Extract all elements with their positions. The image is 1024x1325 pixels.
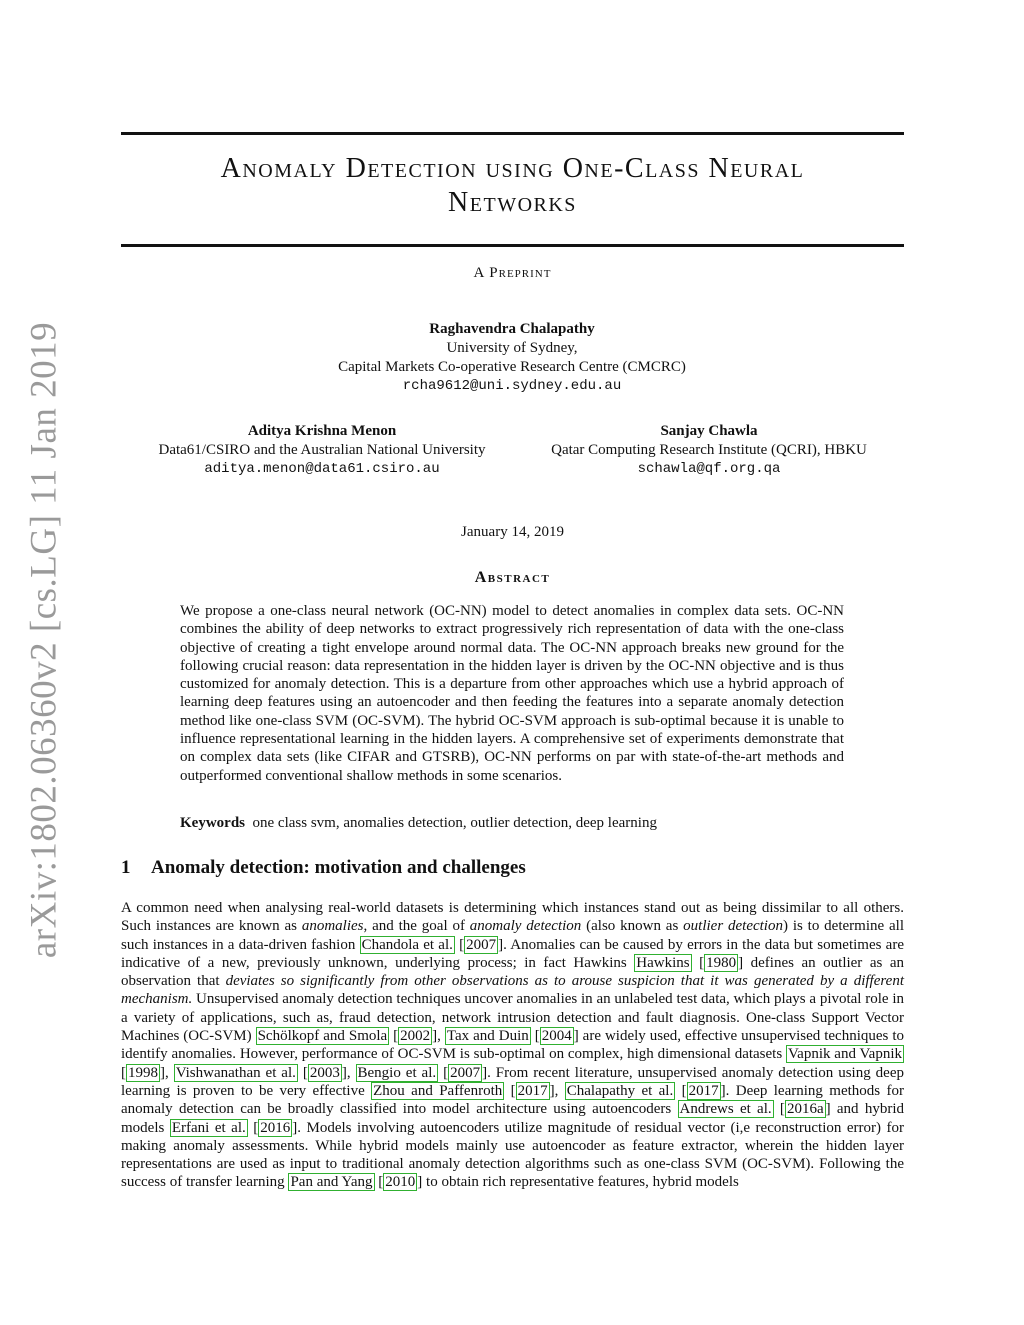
author-affiliation: University of Sydney, <box>446 340 578 356</box>
body-text: [ <box>247 1119 259 1136</box>
author-block-third <box>522 422 896 479</box>
abstract-body: We propose a one-class neural network (OC-NN) model to detect anomalies in complex data sets. OC-NN combines the ability of deep networks to extract progressively rich representation of data with the one-class objective of creating a tight envelope around normal data. The OC-NN approach breaks new ground for the following crucial reason: data representation in the hidden layer is driven by the OC-NN objective and is thus customized for anomaly detection. This is a departure from other approaches which use a hybrid approach of learning deep features using an autoencoder and then feeding the features into a separate anomaly detection method like one-class SVM (OC-SVM). The hybrid OC-SVM approach is sub-optimal because it is unable to influence representational learning in the hidden layers. A comprehensive set of experiments demonstrate that on complex data sets (like CIFAR and GTSRB), OC-NN performs on par with state-of-the-art methods and outperformed conventional shallow methods in some scenarios. <box>180 603 844 784</box>
body-emphasis: anomaly detection <box>469 918 582 935</box>
citation-link[interactable]: Chandola et al. <box>361 936 453 953</box>
citation-link[interactable]: 2010 <box>385 1174 416 1191</box>
body-text: ] defines an outlier as an observation that <box>121 954 904 990</box>
citation-link[interactable]: Chalapathy et al. <box>566 1082 674 1099</box>
body-text: ]. Deep learning methods for anomaly detection can be broadly classified into model architecture using autoencoders <box>121 1082 904 1118</box>
body-text: [ <box>530 1028 540 1045</box>
citation-link[interactable]: 2017 <box>517 1082 548 1099</box>
preprint-label: A Preprint <box>473 265 552 281</box>
body-text: ]. Models involving autoencoders utilize magnitude of residual vector (i,e reconstruction error) for making anomaly assessments. While hybrid models mainly use autoencoder as feature extractor, wherein the hidden layer representations are used as input to traditional anomaly detection algorithms such as one-class SVM (OC-SVM). Following the success of transfer learning <box>121 1119 904 1191</box>
citation-link[interactable]: Schölkopf and Smola <box>257 1028 388 1045</box>
citation-link[interactable]: Bengio et al. <box>357 1064 437 1081</box>
keywords-label: Keywords <box>180 815 245 831</box>
author-email[interactable]: schawla@qf.org.qa <box>637 461 781 477</box>
title-line-1: Anomaly Detection using One-Class Neural <box>220 153 805 184</box>
body-text: ] to obtain rich representative features, hybrid models <box>417 1174 739 1191</box>
top-rule <box>121 132 904 135</box>
citation-link[interactable]: 2016a <box>786 1101 824 1118</box>
citation-link[interactable]: 2003 <box>309 1064 340 1081</box>
body-text: [ <box>389 1028 399 1045</box>
section-number: 1 <box>121 857 131 878</box>
body-text: A common need when analysing real-world datasets is determining which instances stand out as being dissimilar to all others. Such instances are known as <box>121 900 904 935</box>
body-emphasis: anomalies <box>301 918 364 935</box>
citation-link[interactable]: Tax and Duin <box>446 1028 529 1045</box>
body-text: ] are widely used, effective unsupervised techniques to identify anomalies. However, performance of OC-SVM is sub-optimal on complex, high dimensional datasets <box>121 1028 905 1063</box>
body-text: [ <box>121 1064 126 1081</box>
citation-link[interactable]: Vishwanathan et al. <box>175 1064 296 1081</box>
author-email[interactable]: rcha9612@uni.sydney.edu.au <box>402 378 622 394</box>
author-affiliation: Data61/CSIRO and the Australian National University <box>158 442 486 458</box>
author-affiliation: Qatar Computing Research Institute (QCRI), HBKU <box>551 442 867 458</box>
citation-link[interactable]: Vapnik and Vapnik <box>788 1046 902 1063</box>
body-text: [ <box>297 1064 308 1081</box>
body-text: [ <box>454 936 465 953</box>
keywords-text: one class svm, anomalies detection, outlier detection, deep learning <box>252 815 657 831</box>
body-text: ], <box>549 1082 565 1099</box>
citation-link[interactable]: 2007 <box>466 936 497 953</box>
citation-link[interactable]: Andrews et al. <box>679 1101 772 1118</box>
author-name: Sanjay Chawla <box>660 423 758 439</box>
section-heading <box>121 857 904 879</box>
body-text: [ <box>773 1101 785 1118</box>
body-text: [ <box>675 1082 687 1099</box>
publication-date: January 14, 2019 <box>461 524 564 540</box>
body-text: ], <box>341 1064 356 1081</box>
section-body <box>121 899 904 1192</box>
body-text: , and the goal of <box>363 918 470 935</box>
body-text: [ <box>504 1082 516 1099</box>
body-text: ], <box>432 1028 445 1045</box>
body-emphasis: deviates so significantly from other observations as to arouse suspicion that it was generated by a different mechanism. <box>121 973 904 1008</box>
citation-link[interactable]: 1998 <box>128 1064 158 1081</box>
section-title: Anomaly detection: motivation and challenges <box>151 857 526 878</box>
citation-link[interactable]: Hawkins <box>636 954 690 971</box>
body-text: Unsupervised anomaly detection techniques uncover anomalies in an unlabeled test data, which plays a pivotal role in a variety of applications, such as, fraud detection, network intrusion detection and fault diagnosis. One-class Support Vector Machines (OC-SVM) <box>121 991 904 1045</box>
body-text: ]. From recent literature, unsupervised anomaly detection using deep learning is proven to be very effective <box>121 1064 904 1099</box>
author-block-first <box>212 320 812 396</box>
body-text: [ <box>691 954 705 971</box>
citation-link[interactable]: Erfani et al. <box>171 1119 246 1136</box>
body-text: ] and hybrid models <box>121 1101 905 1136</box>
author-affiliation: Capital Markets Co-operative Research Centre (CMCRC) <box>338 359 686 375</box>
arxiv-identifier: arXiv:1802.06360v2 [cs.LG] 11 Jan 2019 <box>23 321 65 959</box>
citation-link[interactable]: 2002 <box>400 1028 431 1045</box>
citation-link[interactable]: 2017 <box>688 1082 719 1099</box>
title-line-2: Networks <box>448 187 577 218</box>
title-bottom-rule <box>121 244 904 247</box>
author-name: Raghavendra Chalapathy <box>429 321 595 337</box>
body-text: ]. Anomalies can be caused by errors in the data but sometimes are indicative of a new, previously unknown, underlying process; in fact Hawkins <box>121 936 904 971</box>
body-text: ], <box>160 1064 174 1081</box>
body-text: (also known as <box>581 918 684 935</box>
body-text: ) is to determine all such instances in a data-driven fashion <box>121 918 904 953</box>
abstract-heading: Abstract <box>474 569 551 586</box>
paper-title <box>121 152 904 220</box>
author-name: Aditya Krishna Menon <box>247 423 397 439</box>
citation-link[interactable]: Pan and Yang <box>290 1174 373 1191</box>
body-emphasis: outlier detection <box>683 918 783 935</box>
citation-link[interactable]: Zhou and Paffenroth <box>373 1082 503 1099</box>
citation-link[interactable]: 2004 <box>541 1028 572 1045</box>
body-text: [ <box>438 1064 449 1081</box>
body-text: [ <box>374 1174 384 1191</box>
author-block-second <box>122 422 522 479</box>
citation-link[interactable]: 2007 <box>450 1064 481 1081</box>
citation-link[interactable]: 1980 <box>706 954 737 971</box>
keywords-line <box>180 815 844 832</box>
citation-link[interactable]: 2016 <box>260 1119 291 1136</box>
author-email[interactable]: aditya.menon@data61.csiro.au <box>204 461 440 477</box>
